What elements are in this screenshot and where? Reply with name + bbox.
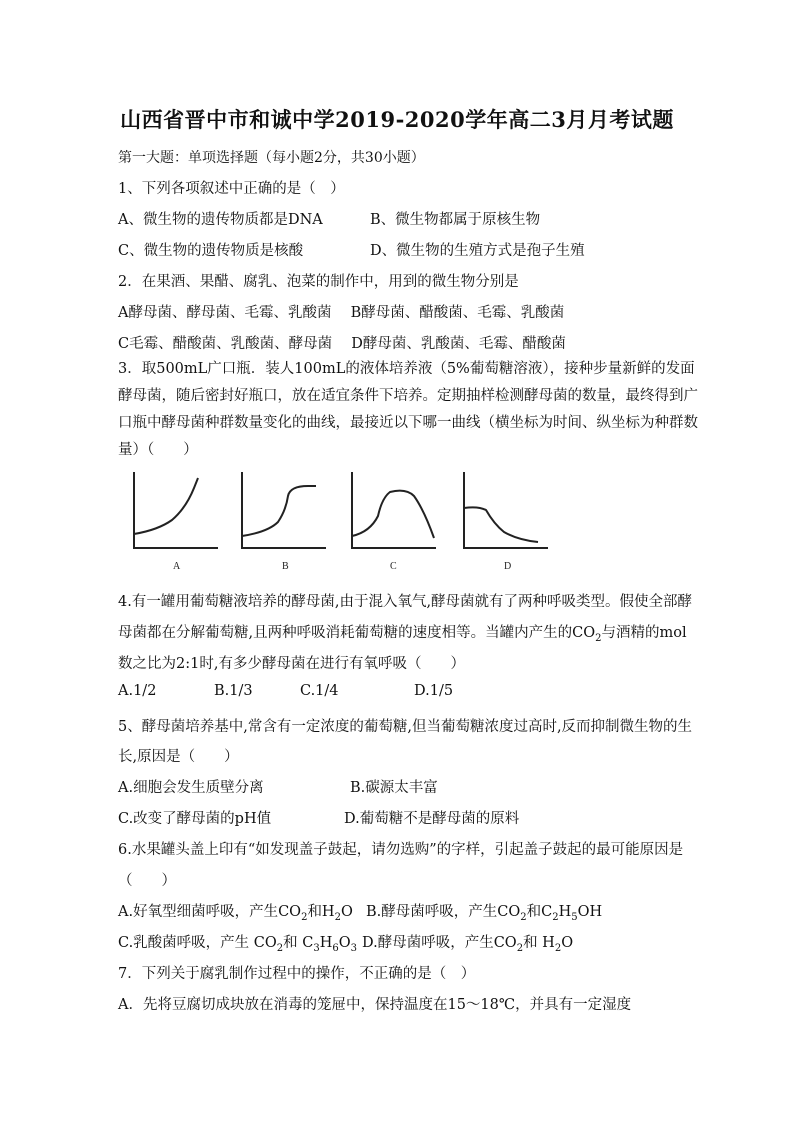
q5-option-d: D.葡萄糖不是酵母菌的原料 [344, 811, 520, 827]
q5-row2 [118, 807, 520, 828]
q4-option-c: C.1/4 [300, 683, 339, 699]
q3-line2: 酵母菌，随后密封好瓶口，放在适宜条件下培养。定期抽样检测酵母菌的数量，最终得到广 [118, 388, 698, 404]
page-title: 山西省晋中市和诚中学2019-2020学年高二3月月考试题 [120, 107, 674, 132]
q4-line2-end: 与酒精的mol [601, 625, 687, 641]
q3-line1: 3．取500mL广口瓶．装人100mL的液体培养液（5%葡萄糖溶液），接种步量新鲜的发面 [118, 361, 695, 377]
q2-options-ab: A酵母菌、酵母菌、毛霉、乳酸菌 B酵母菌、醋酸菌、毛霉、乳酸菌 [118, 305, 565, 321]
q4-option-d: D.1/5 [414, 683, 454, 699]
q4-options [118, 683, 454, 699]
q6-option-b: B.酵母菌呼吸，产生$CO_2$和$C_2H_5OH$ [366, 904, 603, 923]
graph-b-curve [242, 486, 316, 536]
q1-row1 [118, 208, 541, 229]
q4-option-b: B.1/3 [214, 683, 253, 699]
q5-line1: 5、酵母菌培养基中,常含有一定浓度的葡萄糖,但当葡萄糖浓度过高时,反而抑制微生物的生 [118, 719, 693, 735]
q6-line1: 6.水果罐头盖上印有“如发现盖子鼓起，请勿选购”的字样，引起盖子鼓起的最可能原因是 [118, 842, 684, 858]
q1-stem: 1、下列各项叙述中正确的是（ ） [118, 181, 345, 197]
q1-option-b: B、微生物都属于原核生物 [370, 212, 541, 228]
q3-line4: 量）（ ） [118, 442, 198, 458]
graph-a-axes [134, 472, 218, 548]
section-heading: 第一大题：单项选择题（每小题2分，共30小题） [118, 150, 425, 166]
q4-line3: 数之比为2:1时,有多少酵母菌在进行有氧呼吸（ ） [118, 656, 465, 672]
q3-graphs-svg [118, 466, 588, 578]
graph-d-curve [464, 507, 538, 542]
graph-d-axes [464, 472, 548, 548]
graph-label-b: B [282, 561, 289, 572]
q5-option-b: B.碳源太丰富 [350, 780, 438, 796]
q6-option-d: D.酵母菌呼吸，产生$CO_2$和 $H_2O$ [362, 935, 574, 954]
q6-line2: （ ） [118, 873, 176, 889]
q4-line2 [118, 621, 687, 644]
graph-label-c: C [390, 561, 397, 572]
q7-option-a: A．先将豆腐切成块放在消毒的笼屉中，保持温度在15～18℃，并具有一定湿度 [118, 997, 632, 1013]
q2-stem: 2．在果酒、果醋、腐乳、泡菜的制作中，用到的微生物分别是 [118, 274, 519, 290]
graph-c-curve [352, 491, 434, 538]
graph-label-d: D [504, 561, 512, 572]
q4-line1: 4.有一罐用葡萄糖液培养的酵母菌,由于混入氧气,酵母菌就有了两种呼吸类型。假使全部酵 [118, 594, 693, 610]
q6-row1 [118, 900, 603, 923]
graph-label-a: A [173, 561, 181, 572]
q6-option-c: C.乳酸菌呼吸，产生 $CO_2$和 $C_3H_6O_3$ [118, 935, 358, 954]
q6-option-a: A.好氧型细菌呼吸，产生$CO_2$和$H_2O$ [118, 904, 353, 923]
q3-line3: 口瓶中酵母菌种群数量变化的曲线，最接近以下哪一曲线（横坐标为时间、纵坐标为种群数 [118, 415, 698, 431]
graph-a-curve [134, 478, 198, 534]
q1-row2 [118, 239, 585, 260]
q7-stem: 7．下列关于腐乳制作过程中的操作，不正确的是（ ） [118, 966, 476, 982]
q1-option-c: C、微生物的遗传物质是核酸 [118, 243, 304, 259]
q4-option-a: A.1/2 [118, 683, 157, 699]
q2-options-cd: C毛霉、醋酸菌、乳酸菌、酵母菌 D酵母菌、乳酸菌、毛霉、醋酸菌 [118, 336, 566, 352]
q5-option-a: A.细胞会发生质壁分离 [118, 780, 264, 796]
q4-line2-text: 母菌都在分解葡萄糖,且两种呼吸消耗葡萄糖的速度相等。当罐内产生的CO [118, 625, 596, 641]
q5-option-c: C.改变了酵母菌的pH值 [118, 811, 272, 827]
q1-option-a: A、微生物的遗传物质都是DNA [118, 212, 323, 228]
q5-row1 [118, 776, 438, 797]
q4-line2-sub: 2 [595, 632, 602, 644]
q3-curve-graphs [118, 466, 588, 578]
q6-row2 [118, 931, 574, 954]
q5-line2: 长,原因是（ ） [118, 749, 239, 765]
q1-option-d: D、微生物的生殖方式是孢子生殖 [370, 243, 585, 259]
